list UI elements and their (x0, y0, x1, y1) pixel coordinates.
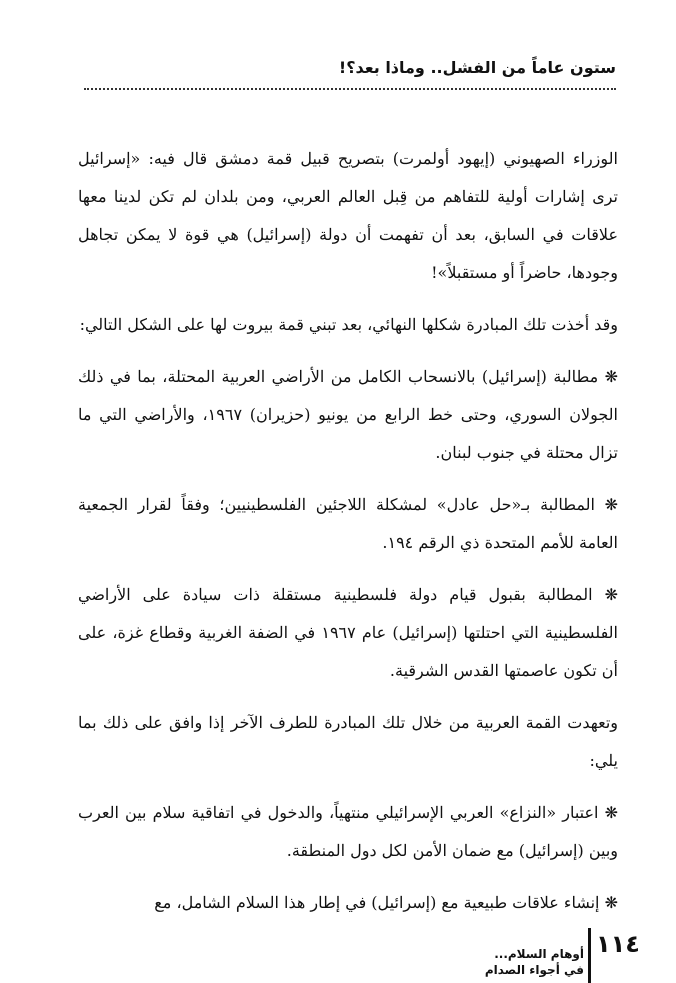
book-title (485, 946, 584, 978)
paragraph-normal-relations: ❋ إنشاء علاقات طبيعية مع (إسرائيل) في إطار هذا السلام الشامل، مع (154, 893, 618, 912)
chapter-title: ستون عاماً من الفشل.. وماذا بعد؟! (338, 58, 616, 77)
paragraph-demand-withdrawal: ❋ مطالبة (إسرائيل) بالانسحاب الكامل من الأراضي العربية المحتلة، بما في ذلك الجولان السوري، وحتى خط الرابع من يونيو (حزيران) ١٩٦٧، والأراضي التي ما تزال محتلة في جنوب لبنان. (78, 367, 618, 462)
footer-divider (588, 928, 591, 983)
paragraph-demand-refugees: ❋ المطالبة بـ«حل عادل» لمشكلة اللاجئين الفلسطينيين؛ وفقاً لقرار الجمعية العامة للأمم المتحدة ذي الرقم ١٩٤. (78, 495, 618, 552)
header-dotted-rule (84, 88, 616, 90)
book-title-line-1: أوهام السلام... (494, 947, 584, 961)
paragraph-end-conflict: ❋ اعتبار «النزاع» العربي الإسرائيلي منتهياً، والدخول في اتفاقية سلام بين العرب وبين (إسرائيل) مع ضمان الأمن لكل دول المنطقة. (78, 803, 618, 860)
page-number: ١١٤ (596, 930, 640, 958)
paragraph-initiative-intro: وقد أخذت تلك المبادرة شكلها النهائي، بعد تبني قمة بيروت لها على الشكل التالي: (79, 315, 618, 334)
page-footer (476, 926, 640, 983)
paragraph-demand-state: ❋ المطالبة بقبول قيام دولة فلسطينية مستقلة ذات سيادة على الأراضي الفلسطينية التي احتلتها (إسرائيل) عام ١٩٦٧ في الضفة الغربية وقطاع غزة، على أن تكون عاصمتها القدس الشرقية. (78, 585, 619, 680)
paragraph-commitments-intro: وتعهدت القمة العربية من خلال تلك المبادرة للطرف الآخر إذا وافق على ذلك بما يلي: (78, 713, 618, 770)
body-text (78, 140, 618, 936)
book-title-line-2: في أجواء الصدام (484, 963, 584, 977)
paragraph-olmert-quote: الوزراء الصهيوني (إيهود أولمرت) بتصريح قبيل قمة دمشق قال فيه: «إسرائيل ترى إشارات أولية للتفاهم من قِبل العالم العربي، ومن بلدان لم تكن لدينا معها علاقات في السابق، بعد أن تفهمت أن دولة (إسرائيل) هي قوة لا يمكن تجاهل وجودها، حاضراً أو مستقبلاً»! (78, 149, 618, 282)
running-header (84, 54, 616, 90)
